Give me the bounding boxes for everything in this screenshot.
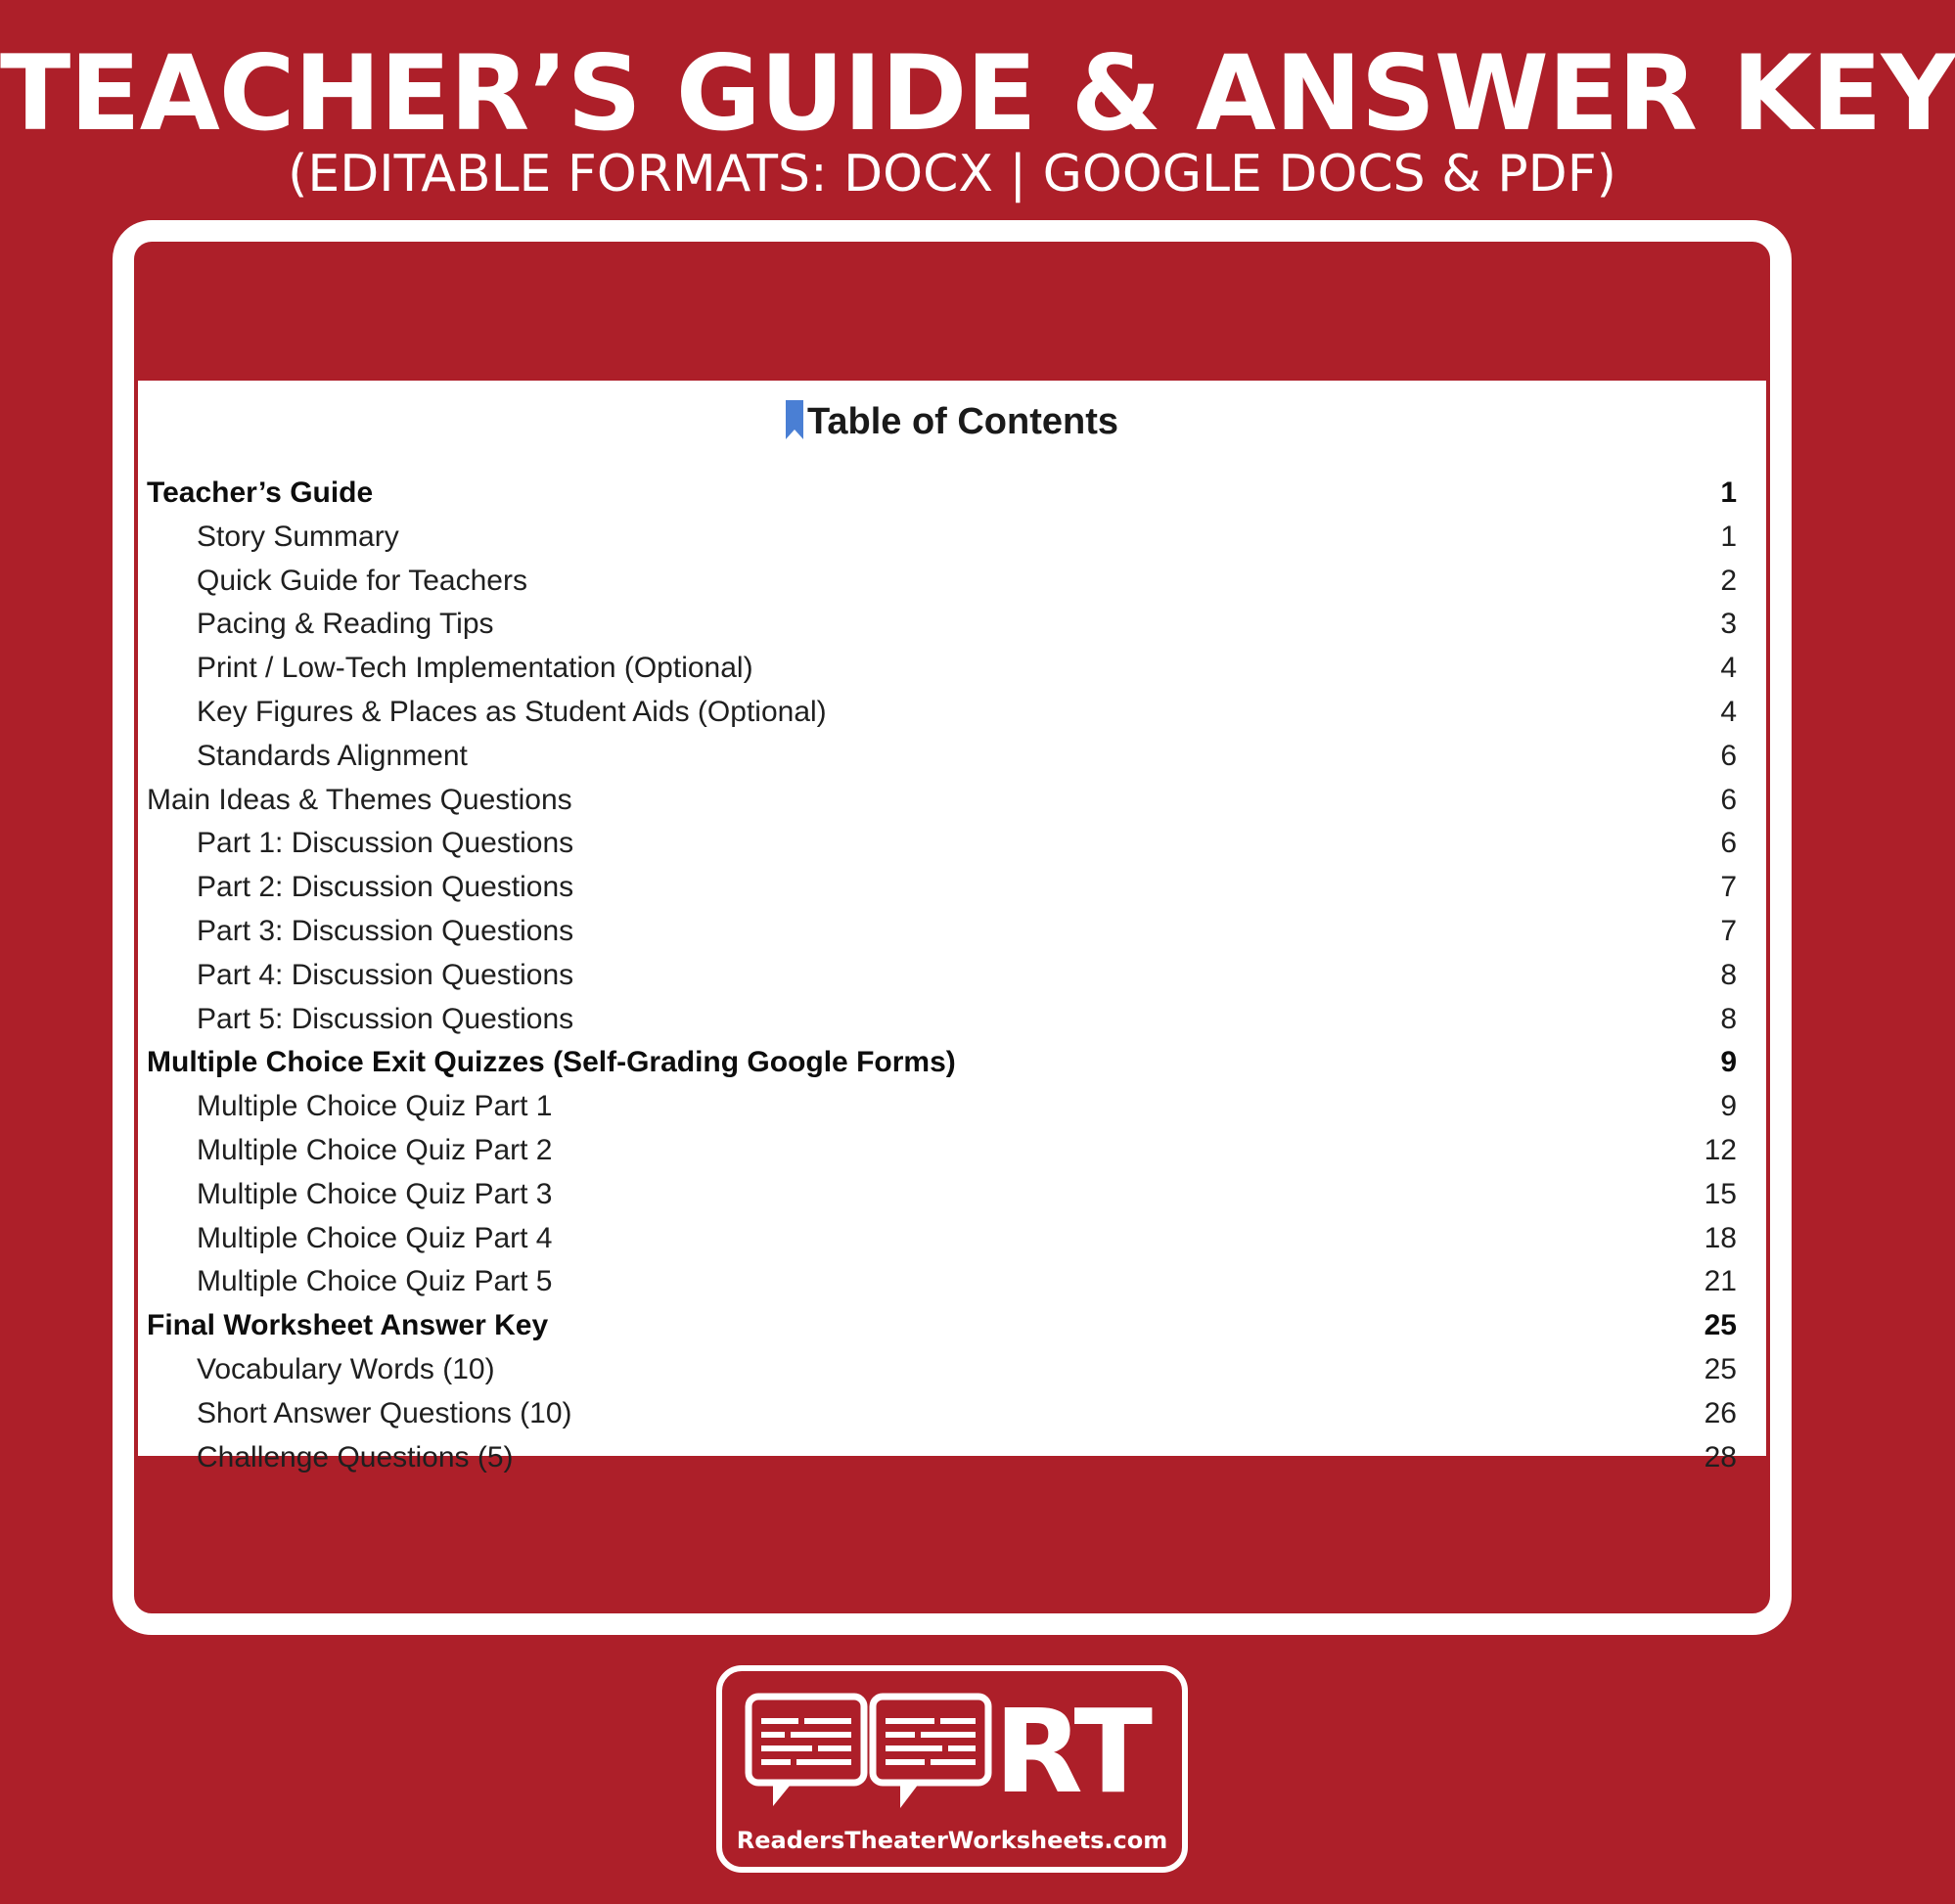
toc-entry[interactable]: [138, 603, 1766, 646]
toc-entry-page: 8: [1720, 958, 1737, 991]
toc-entry-label: Key Figures & Places as Student Aids (Optional): [197, 696, 827, 728]
toc-entry-label: Part 5: Discussion Questions: [197, 1002, 574, 1035]
toc-entry-label: Quick Guide for Teachers: [197, 564, 527, 597]
toc-entry[interactable]: [138, 910, 1766, 953]
toc-entry-page: 2: [1720, 564, 1737, 597]
toc-entry-page: 1: [1720, 476, 1737, 509]
toc-entry[interactable]: [138, 1085, 1766, 1128]
toc-entry-label: Multiple Choice Quiz Part 3: [197, 1177, 553, 1210]
toc-entry-page: 21: [1704, 1265, 1737, 1298]
toc-entry-label: Multiple Choice Quiz Part 5: [197, 1265, 553, 1298]
toc-entry[interactable]: [138, 954, 1766, 997]
toc-entry-label: Vocabulary Words (10): [197, 1353, 495, 1385]
toc-entry-page: 9: [1720, 1046, 1737, 1079]
toc-entry[interactable]: [138, 1436, 1766, 1479]
toc-entry-label: Story Summary: [197, 520, 399, 553]
toc-entry-label: Main Ideas & Themes Questions: [147, 783, 572, 816]
toc-entry-page: 6: [1720, 827, 1737, 860]
toc-entry-page: 7: [1720, 871, 1737, 904]
toc-entry-label: Part 3: Discussion Questions: [197, 915, 574, 947]
speech-bubbles-icon: [744, 1689, 998, 1816]
toc-entry-label: Part 2: Discussion Questions: [197, 871, 574, 904]
toc-entry-page: 9: [1720, 1090, 1737, 1123]
toc-entry-label: Short Answer Questions (10): [197, 1396, 572, 1429]
toc-entry-page: 3: [1720, 608, 1737, 641]
toc-entry[interactable]: [138, 779, 1766, 822]
toc-entry-page: 26: [1704, 1396, 1737, 1429]
page-subtitle: (EDITABLE FORMATS: DOCX | GOOGLE DOCS & PDF): [288, 145, 1616, 204]
logo-url: ReadersTheaterWorksheets.com: [736, 1827, 1168, 1854]
site-logo[interactable]: [716, 1665, 1188, 1873]
toc-entry-page: 8: [1720, 1002, 1737, 1035]
toc-entry[interactable]: [138, 1217, 1766, 1260]
document-page: [138, 381, 1766, 1473]
toc-entry[interactable]: [138, 516, 1766, 559]
toc-entry-page: 28: [1704, 1440, 1737, 1473]
toc-entry-page: 4: [1720, 652, 1737, 685]
toc-entry-label: Multiple Choice Exit Quizzes (Self-Grading Google Forms): [147, 1046, 956, 1079]
toc-entry[interactable]: [138, 735, 1766, 778]
bookmark-icon: [786, 400, 803, 439]
toc-entry[interactable]: [138, 998, 1766, 1041]
toc-entry-label: Final Worksheet Answer Key: [147, 1309, 549, 1342]
toc-entry-label: Part 4: Discussion Questions: [197, 958, 574, 991]
toc-entry[interactable]: [138, 866, 1766, 909]
toc-entry[interactable]: [138, 822, 1766, 865]
toc-entry-page: 7: [1720, 915, 1737, 947]
toc-entry-page: 1: [1720, 520, 1737, 553]
toc-entry-page: 6: [1720, 783, 1737, 816]
toc-entry[interactable]: [138, 1260, 1766, 1303]
toc-entry[interactable]: [138, 1348, 1766, 1391]
toc-entry[interactable]: [138, 472, 1766, 515]
toc-entry-label: Multiple Choice Quiz Part 4: [197, 1221, 553, 1254]
toc-entry-label: Teacher’s Guide: [147, 476, 374, 509]
toc-entry[interactable]: [138, 691, 1766, 734]
toc-entry-label: Standards Alignment: [197, 739, 468, 772]
toc-entry-page: 6: [1720, 739, 1737, 772]
toc-entry-page: 15: [1704, 1177, 1737, 1210]
toc-entry-label: Multiple Choice Quiz Part 1: [197, 1090, 553, 1123]
toc-heading: [138, 398, 1766, 445]
toc-entry-page: 4: [1720, 696, 1737, 728]
toc-entry[interactable]: [138, 647, 1766, 690]
toc-title: Table of Contents: [806, 401, 1119, 442]
toc-entry[interactable]: [138, 1304, 1766, 1347]
toc-entry-label: Print / Low-Tech Implementation (Optional): [197, 652, 753, 685]
toc-entry-label: Multiple Choice Quiz Part 2: [197, 1134, 553, 1166]
toc-entry[interactable]: [138, 560, 1766, 603]
toc-entry-page: 25: [1704, 1309, 1737, 1342]
toc-entry[interactable]: [138, 1041, 1766, 1084]
toc-entry[interactable]: [138, 1173, 1766, 1216]
toc-entry-label: Pacing & Reading Tips: [197, 608, 494, 641]
toc-entry[interactable]: [138, 1392, 1766, 1435]
page-title: TEACHER’S GUIDE & ANSWER KEY: [0, 33, 1955, 154]
toc-entry-label: Challenge Questions (5): [197, 1440, 514, 1473]
logo-letters: RT: [994, 1684, 1150, 1819]
toc-entry-page: 12: [1704, 1134, 1737, 1166]
toc-entry[interactable]: [138, 1129, 1766, 1172]
toc-entry-page: 25: [1704, 1353, 1737, 1385]
toc-entry-label: Part 1: Discussion Questions: [197, 827, 574, 860]
toc-entry-page: 18: [1704, 1221, 1737, 1254]
